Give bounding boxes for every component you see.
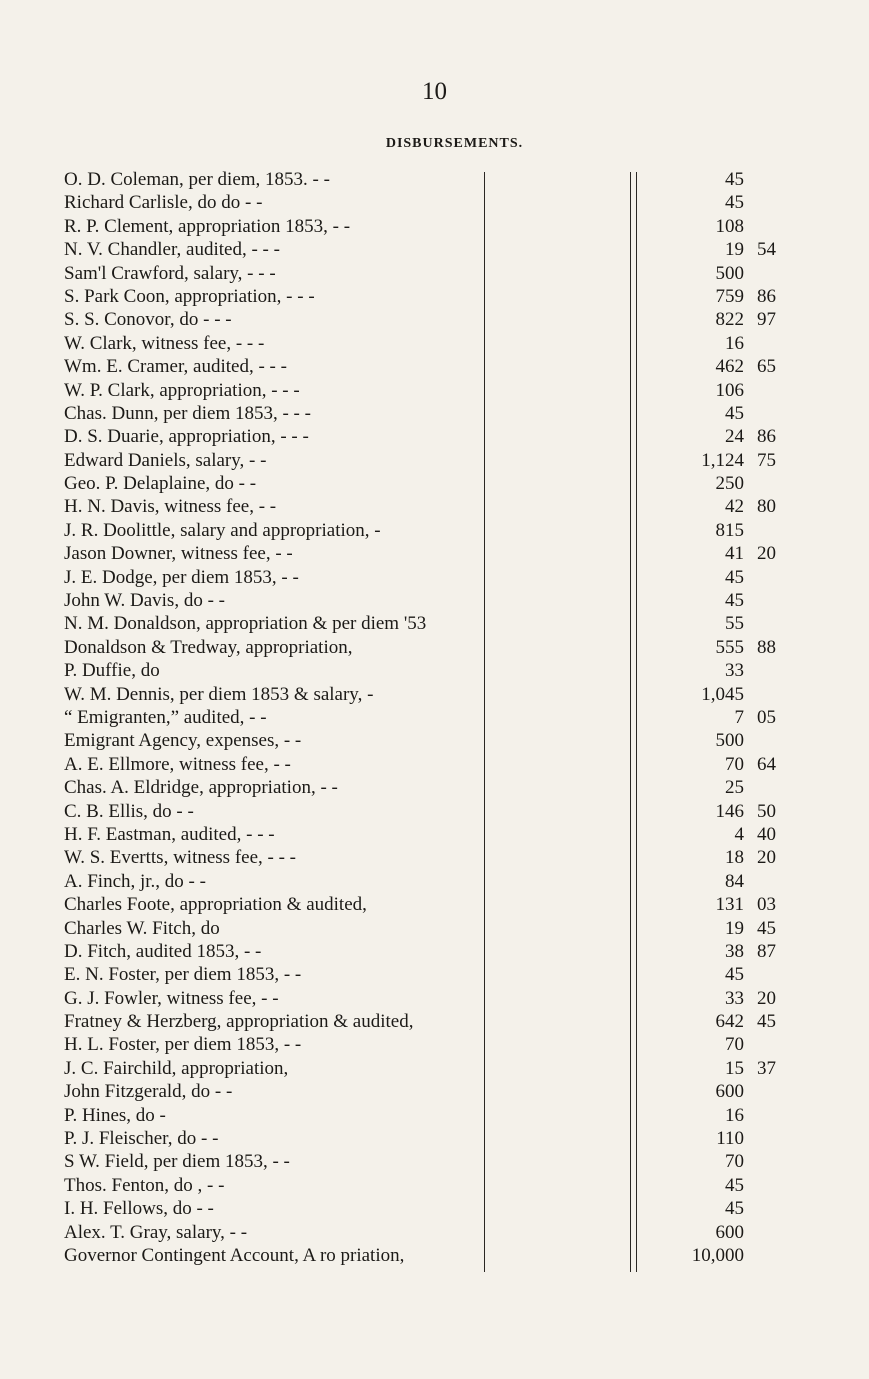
- amount-dollars: 600: [715, 1081, 744, 1103]
- amount-cents: 86: [757, 426, 776, 448]
- payee-description: H. N. Davis, witness fee, - -: [64, 496, 277, 518]
- section-title: DISBURSEMENTS.: [385, 136, 524, 151]
- amount-dollars: 7: [734, 706, 744, 728]
- amount-cents: 45: [757, 1011, 776, 1033]
- ledger-row: [64, 1080, 804, 1103]
- amount-dollars: 815: [715, 519, 744, 541]
- ledger-row: [64, 495, 804, 518]
- ledger-row: [64, 238, 804, 261]
- payee-description: E. N. Foster, per diem 1853, - -: [64, 964, 302, 986]
- ledger-row: [64, 1150, 804, 1173]
- amount-cents: 50: [757, 800, 776, 822]
- amount-cents: 05: [757, 706, 776, 728]
- ledger-row: [64, 870, 804, 893]
- amount-cents: 87: [757, 940, 776, 962]
- ledger-row: [64, 1221, 804, 1244]
- amount-dollars: 70: [725, 1034, 744, 1056]
- page-number: 10: [422, 78, 447, 105]
- ledger-row: [64, 472, 804, 495]
- amount-dollars: 642: [715, 1011, 744, 1033]
- ledger-row: [64, 823, 804, 846]
- payee-description: S W. Field, per diem 1853, - -: [64, 1151, 290, 1173]
- amount-dollars: 24: [725, 426, 744, 448]
- payee-description: J. C. Fairchild, appropriation,: [64, 1057, 289, 1079]
- payee-description: H. L. Foster, per diem 1853, - -: [64, 1034, 302, 1056]
- amount-dollars: 500: [715, 262, 744, 284]
- ledger-row: [64, 332, 804, 355]
- payee-description: A. E. Ellmore, witness fee, - -: [64, 753, 291, 775]
- ledger-row: [64, 1010, 804, 1033]
- payee-description: W. M. Dennis, per diem 1853 & salary, -: [64, 683, 374, 705]
- payee-description: Richard Carlisle, do do - -: [64, 192, 263, 214]
- amount-dollars: 1,045: [701, 683, 744, 705]
- amount-dollars: 16: [725, 332, 744, 354]
- amount-dollars: 462: [715, 356, 744, 378]
- amount-dollars: 131: [715, 894, 744, 916]
- ledger-row: [64, 308, 804, 331]
- payee-description: H. F. Eastman, audited, - - -: [64, 823, 275, 845]
- amount-dollars: 110: [716, 1128, 744, 1150]
- amount-dollars: 33: [725, 660, 744, 682]
- payee-description: P. J. Fleischer, do - -: [64, 1128, 219, 1150]
- amount-dollars: 500: [715, 730, 744, 752]
- amount-dollars: 45: [725, 590, 744, 612]
- ledger-row: [64, 1127, 804, 1150]
- ledger-row: [64, 636, 804, 659]
- amount-cents: 54: [757, 239, 776, 261]
- ledger-row: [64, 215, 804, 238]
- payee-description: W. S. Evertts, witness fee, - - -: [64, 847, 296, 869]
- payee-description: Sam'l Crawford, salary, - - -: [64, 262, 276, 284]
- payee-description: Charles Foote, appropriation & audited,: [64, 894, 367, 916]
- amount-cents: 75: [757, 449, 776, 471]
- amount-dollars: 70: [725, 753, 744, 775]
- payee-description: W. P. Clark, appropriation, - - -: [64, 379, 300, 401]
- amount-cents: 20: [757, 987, 776, 1009]
- payee-description: Thos. Fenton, do , - -: [64, 1174, 225, 1196]
- payee-description: S. S. Conovor, do - - -: [64, 309, 232, 331]
- amount-dollars: 55: [725, 613, 744, 635]
- amount-cents: 20: [757, 543, 776, 565]
- payee-description: C. B. Ellis, do - -: [64, 800, 194, 822]
- payee-description: Jason Downer, witness fee, - -: [64, 543, 293, 565]
- payee-description: John W. Davis, do - -: [64, 590, 225, 612]
- amount-dollars: 45: [725, 1198, 744, 1220]
- amount-cents: 86: [757, 285, 776, 307]
- ledger-row: [64, 1057, 804, 1080]
- payee-description: R. P. Clement, appropriation 1853, - -: [64, 215, 351, 237]
- payee-description: N. V. Chandler, audited, - - -: [64, 239, 280, 261]
- ledger-row: [64, 612, 804, 635]
- payee-description: D. S. Duarie, appropriation, - - -: [64, 426, 309, 448]
- payee-description: Donaldson & Tredway, appropriation,: [64, 636, 353, 658]
- amount-cents: 40: [757, 823, 776, 845]
- amount-cents: 64: [757, 753, 776, 775]
- payee-description: John Fitzgerald, do - -: [64, 1081, 233, 1103]
- amount-dollars: 18: [725, 847, 744, 869]
- ledger-row: [64, 1174, 804, 1197]
- ledger-row: [64, 776, 804, 799]
- ledger-row: [64, 729, 804, 752]
- amount-dollars: 38: [725, 940, 744, 962]
- amount-dollars: 600: [715, 1221, 744, 1243]
- ledger-row: [64, 1244, 804, 1267]
- amount-dollars: 16: [725, 1104, 744, 1126]
- amount-cents: 37: [757, 1057, 776, 1079]
- amount-cents: 80: [757, 496, 776, 518]
- amount-dollars: 45: [725, 964, 744, 986]
- ledger-row: [64, 519, 804, 542]
- disbursement-ledger: [64, 168, 804, 1267]
- ledger-row: [64, 940, 804, 963]
- ledger-row: [64, 987, 804, 1010]
- amount-dollars: 10,000: [691, 1244, 744, 1266]
- payee-description: D. Fitch, audited 1853, - -: [64, 940, 262, 962]
- payee-description: O. D. Coleman, per diem, 1853. - -: [64, 169, 330, 190]
- amount-cents: 20: [757, 847, 776, 869]
- amount-dollars: 45: [725, 192, 744, 214]
- ledger-row: [64, 659, 804, 682]
- payee-description: A. Finch, jr., do - -: [64, 870, 206, 892]
- amount-cents: 97: [757, 309, 776, 331]
- ledger-row: [64, 425, 804, 448]
- payee-description: Geo. P. Delaplaine, do - -: [64, 473, 257, 495]
- payee-description: N. M. Donaldson, appropriation & per diem '53: [64, 613, 427, 635]
- ledger-row: [64, 402, 804, 425]
- payee-description: Chas. A. Eldridge, appropriation, - -: [64, 777, 338, 799]
- amount-dollars: 4: [734, 823, 744, 845]
- amount-dollars: 41: [725, 543, 744, 565]
- amount-dollars: 759: [715, 285, 744, 307]
- ledger-row: [64, 355, 804, 378]
- amount-dollars: 555: [715, 636, 744, 658]
- amount-dollars: 108: [715, 215, 744, 237]
- payee-description: Wm. E. Cramer, audited, - - -: [64, 356, 287, 378]
- amount-dollars: 106: [715, 379, 744, 401]
- ledger-row: [64, 1033, 804, 1056]
- payee-description: Fratney & Herzberg, appropriation & audited,: [64, 1011, 414, 1033]
- amount-dollars: 45: [725, 402, 744, 424]
- payee-description: Charles W. Fitch, do: [64, 917, 220, 939]
- payee-description: S. Park Coon, appropriation, - - -: [64, 285, 315, 307]
- ledger-row: [64, 449, 804, 472]
- amount-dollars: 84: [725, 870, 744, 892]
- ledger-row: [64, 168, 804, 191]
- payee-description: Governor Contingent Account, A ro priation,: [64, 1244, 405, 1266]
- ledger-row: [64, 191, 804, 214]
- payee-description: P. Duffie, do: [64, 660, 160, 682]
- ledger-row: [64, 262, 804, 285]
- amount-dollars: 70: [725, 1151, 744, 1173]
- ledger-row: [64, 589, 804, 612]
- amount-cents: 45: [757, 917, 776, 939]
- ledger-row: [64, 893, 804, 916]
- amount-cents: 03: [757, 894, 776, 916]
- amount-dollars: 1,124: [701, 449, 744, 471]
- amount-dollars: 15: [725, 1057, 744, 1079]
- payee-description: J. E. Dodge, per diem 1853, - -: [64, 566, 299, 588]
- ledger-row: [64, 963, 804, 986]
- payee-description: J. R. Doolittle, salary and appropriation, -: [64, 519, 381, 541]
- ledger-row: [64, 917, 804, 940]
- payee-description: Edward Daniels, salary, - -: [64, 449, 267, 471]
- payee-description: G. J. Fowler, witness fee, - -: [64, 987, 279, 1009]
- amount-dollars: 146: [715, 800, 744, 822]
- ledger-row: [64, 566, 804, 589]
- payee-description: Chas. Dunn, per diem 1853, - - -: [64, 402, 311, 424]
- amount-dollars: 822: [715, 309, 744, 331]
- amount-dollars: 19: [725, 917, 744, 939]
- amount-dollars: 45: [725, 1174, 744, 1196]
- payee-description: P. Hines, do -: [64, 1104, 166, 1126]
- payee-description: W. Clark, witness fee, - - -: [64, 332, 265, 354]
- ledger-row: [64, 379, 804, 402]
- payee-description: Emigrant Agency, expenses, - -: [64, 730, 302, 752]
- amount-cents: 88: [757, 636, 776, 658]
- ledger-row: [64, 800, 804, 823]
- amount-dollars: 33: [725, 987, 744, 1009]
- ledger-row: [64, 706, 804, 729]
- ledger-row: [64, 1197, 804, 1220]
- ledger-row: [64, 846, 804, 869]
- ledger-row: [64, 1104, 804, 1127]
- amount-dollars: 19: [725, 239, 744, 261]
- payee-description: “ Emigranten,” audited, - -: [64, 706, 267, 728]
- payee-description: Alex. T. Gray, salary, - -: [64, 1221, 248, 1243]
- amount-dollars: 42: [725, 496, 744, 518]
- ledger-row: [64, 285, 804, 308]
- ledger-row: [64, 542, 804, 565]
- ledger-row: [64, 753, 804, 776]
- amount-dollars: 45: [725, 566, 744, 588]
- amount-dollars: 25: [725, 777, 744, 799]
- ledger-row: [64, 683, 804, 706]
- amount-dollars: 250: [715, 473, 744, 495]
- payee-description: I. H. Fellows, do - -: [64, 1198, 214, 1220]
- amount-dollars: 45: [725, 169, 744, 190]
- amount-cents: 65: [757, 356, 776, 378]
